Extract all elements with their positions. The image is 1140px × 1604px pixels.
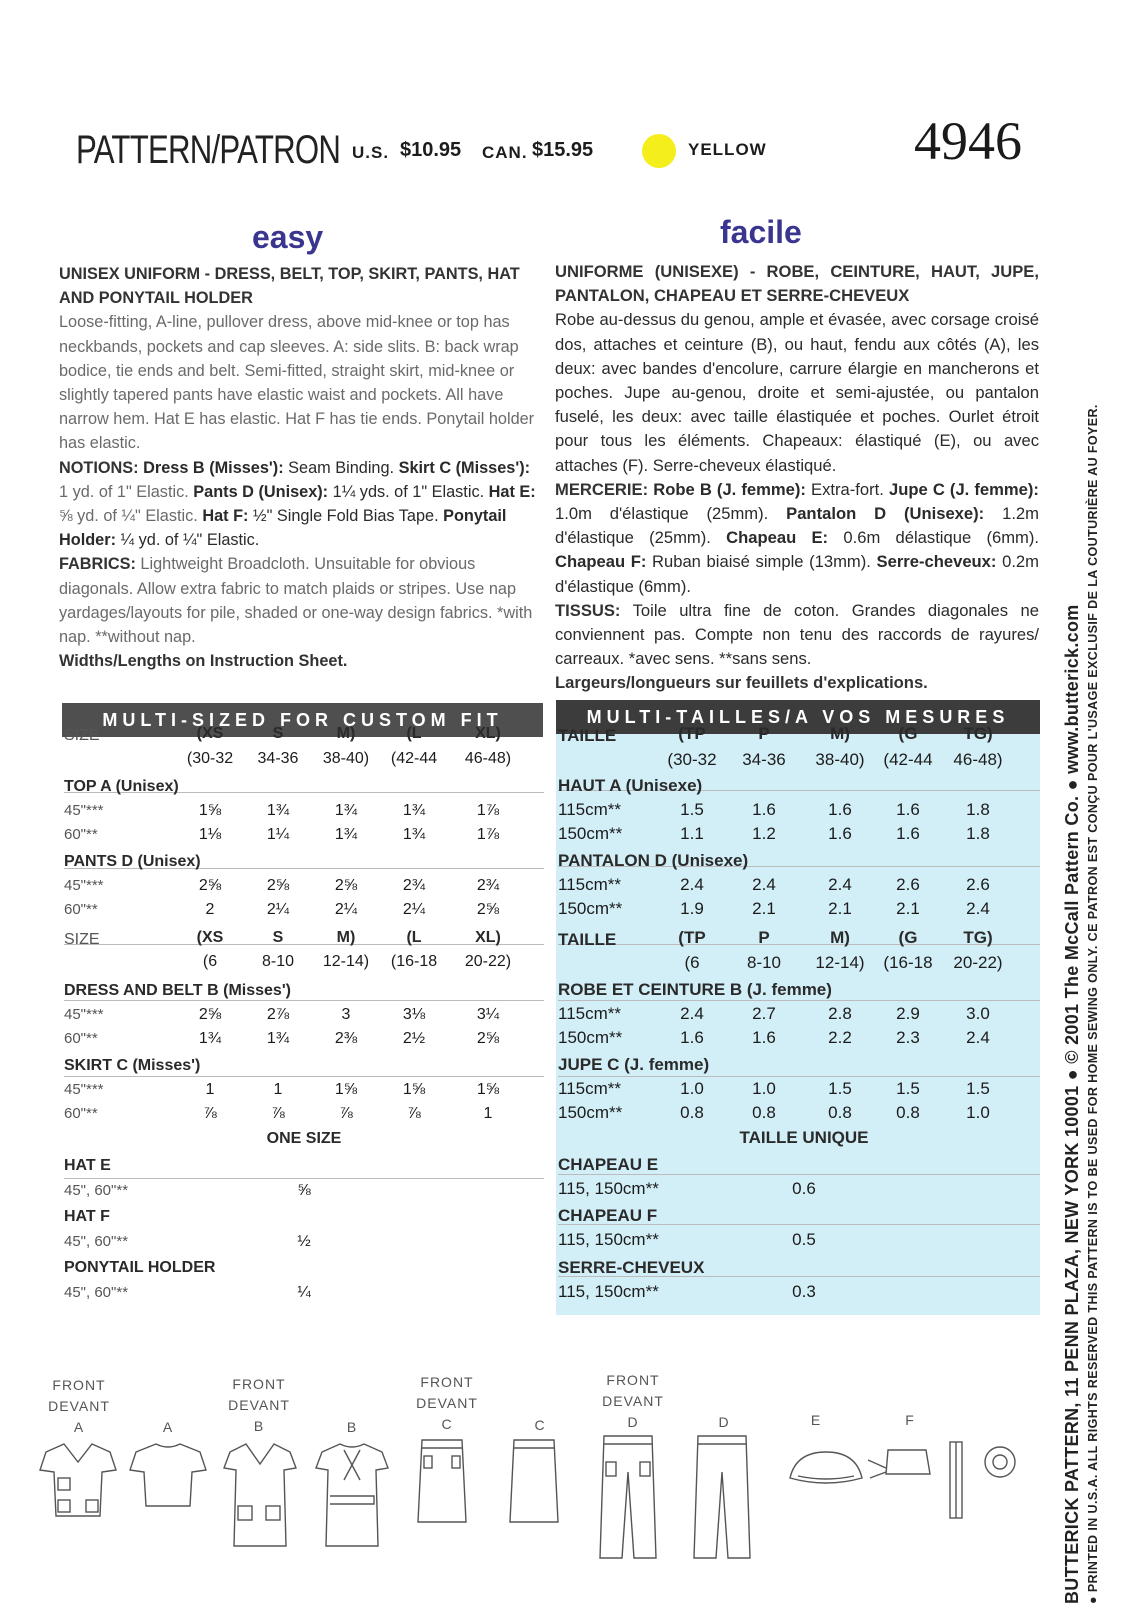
notion-item: Hat F:: [202, 507, 249, 526]
meterage-value: 2.3: [896, 1028, 920, 1047]
yardage-value: 2½: [402, 1030, 426, 1047]
pants-d-front-icon: [596, 1432, 660, 1562]
fabric-width: 45"***: [64, 1006, 104, 1023]
meterage-value: 1.0: [680, 1079, 704, 1098]
size-range: (6: [684, 953, 700, 972]
banner-fr: MULTI-TAILLES/A VOS MESURES: [556, 700, 1040, 734]
size-range: 38-40): [322, 750, 370, 767]
meterage-value: 1.5: [680, 800, 704, 819]
yardage-value: 2⅝: [476, 901, 500, 918]
figure-label: [704, 1412, 744, 1433]
notion-text: 1.2m d'élastique (25mm).: [555, 504, 1039, 548]
meterage-value: 0.8: [680, 1103, 704, 1122]
top-a-back-icon: [128, 1440, 208, 1510]
garment-name: CHAPEAU E: [558, 1155, 659, 1174]
meterage-value: 1.5: [966, 1079, 990, 1098]
meterage-value: 2.4: [752, 875, 776, 894]
garment-name: PANTALON D (Unisexe): [558, 851, 749, 870]
size-range: 12-14): [322, 953, 370, 970]
meterage-value: 2.6: [966, 875, 990, 894]
meterage-value: 2.1: [752, 899, 776, 918]
fabric-width: 60"**: [64, 826, 98, 843]
garment-name: HAUT A (Unisexe): [558, 776, 703, 795]
fabric-width: 115cm**: [558, 1079, 621, 1098]
figure-letter: D: [718, 1414, 730, 1430]
meterage-value: 2.4: [966, 1028, 990, 1047]
figure-letter: A: [73, 1419, 85, 1435]
french-table-background: [556, 734, 1040, 1315]
yardage-value: 1¾: [266, 1030, 290, 1047]
banner-en: MULTI-SIZED FOR CUSTOM FIT: [62, 703, 543, 737]
figure-letter: E: [810, 1412, 822, 1428]
meterage-value: 1.5: [828, 1079, 852, 1098]
figure-label: [796, 1410, 836, 1431]
meterage-value: 2.4: [680, 875, 704, 894]
fabric-width: 45", 60"**: [64, 1284, 129, 1301]
garment-name: HAT F: [64, 1208, 110, 1225]
yardage-value: 1: [483, 1105, 493, 1122]
meterage-value: 2.7: [752, 1004, 776, 1023]
fabric-width: 115cm**: [558, 875, 621, 894]
size-range: (30-32: [667, 750, 717, 769]
meterage-value: 1.6: [896, 800, 920, 819]
fabric-width: 115, 150cm**: [558, 1282, 659, 1301]
yardage-value: 2⅝: [334, 877, 358, 894]
hat-e-icon: [786, 1448, 866, 1488]
yardage-value: 3¼: [476, 1006, 500, 1023]
meterage-value: 2.1: [896, 899, 920, 918]
size-range: 38-40): [815, 750, 865, 769]
meterage-value: 1.6: [752, 800, 776, 819]
yardage-value: 1⅝: [198, 802, 222, 819]
yardage-value: ¼: [297, 1284, 311, 1301]
size-range: 12-14): [815, 953, 865, 972]
yardage-value: ⅞: [407, 1105, 421, 1122]
size-label: S: [272, 929, 284, 946]
belt-icon: [948, 1440, 964, 1520]
yardage-value: 1¾: [334, 802, 358, 819]
garment-name: PONYTAIL HOLDER: [64, 1259, 216, 1276]
meterage-value: 0.5: [792, 1230, 816, 1249]
yardage-value: 1⅞: [476, 802, 500, 819]
yardage-value: 3: [341, 1006, 351, 1023]
meterage-value: 2.4: [680, 1004, 704, 1023]
yardage-value: 1¼: [266, 826, 290, 843]
figure-letter: F: [905, 1412, 915, 1428]
us-price: $10.95: [400, 139, 462, 161]
yardage-value: 1¾: [402, 826, 426, 843]
hat-f-icon: [866, 1444, 936, 1484]
devant-label: DEVANT: [602, 1393, 664, 1409]
figure-letter: C: [441, 1416, 453, 1432]
dress-b-front-icon: [222, 1440, 298, 1550]
meterage-value: 2.4: [828, 875, 852, 894]
pattern-number: 4946: [914, 111, 1022, 171]
notion-item: Pants D (Unisex):: [193, 482, 329, 501]
fabric-width: 45"***: [64, 1081, 104, 1098]
yardage-value: 2⅝: [476, 1030, 500, 1047]
meterage-value: 2.8: [828, 1004, 852, 1023]
fabrics-en: [59, 552, 539, 649]
meterage-value: 1.0: [966, 1103, 990, 1122]
yardage-value: 2⅝: [198, 1006, 222, 1023]
size-label: P: [758, 928, 770, 947]
fabric-width: 60"**: [64, 1105, 98, 1122]
figure-label: [332, 1417, 372, 1438]
notion-text: 1¼ yds. of 1" Elastic.: [332, 482, 485, 501]
skirt-c-front-icon: [412, 1436, 472, 1526]
yardage-value: 2⅝: [198, 877, 222, 894]
garment-name: SERRE-CHEVEUX: [558, 1258, 705, 1277]
pants-d-back-icon: [690, 1432, 754, 1562]
figure-letter: A: [162, 1419, 174, 1435]
figure-label: [222, 1374, 296, 1437]
size-label: P: [758, 724, 770, 743]
notion-text: 1.0m d'élastique (25mm).: [555, 504, 769, 524]
meterage-value: 1.2: [752, 824, 776, 843]
dress-b-back-icon: [314, 1440, 390, 1550]
fabric-width: 45", 60"**: [64, 1182, 129, 1199]
notion-text: 0.2m d'élastique (6mm).: [555, 552, 1039, 596]
notion-item: Hat E:: [488, 482, 536, 501]
yardage-value: 2⅜: [334, 1030, 358, 1047]
garment-name: SKIRT C (Misses'): [64, 1057, 201, 1074]
top-a-front-icon: [38, 1440, 118, 1520]
title-en: UNISEX UNIFORM - DRESS, BELT, TOP, SKIRT, PANTS, HAT AND PONYTAIL HOLDER: [59, 265, 520, 308]
size-range: 20-22): [953, 953, 1003, 972]
copyright-line: ● PRINTED IN U.S.A. ALL RIGHTS RESERVED THIS PATTERN IS TO BE USED FOR HOME SEWING ONLY. CE PATRON EST CONÇU POUR L'USAGE EXCLUSIF DE LA COUTURIÈRE AU FOYER.: [1086, 404, 1100, 1604]
fabrics-label: FABRICS:: [59, 555, 136, 574]
yardage-value: 2¼: [334, 901, 358, 918]
yardage-value: 1⅝: [402, 1081, 426, 1098]
yardage-value: ⅞: [271, 1105, 285, 1122]
meterage-value: 2.2: [828, 1028, 852, 1047]
notion-item: Robe B (J. femme):: [653, 479, 806, 499]
size-label: M): [336, 929, 356, 946]
meterage-value: 2.1: [828, 899, 852, 918]
widths-en: Widths/Lengths on Instruction Sheet.: [59, 652, 348, 671]
yardage-value: 1¾: [266, 802, 290, 819]
yardage-value: 3⅛: [402, 1006, 426, 1023]
devant-label: DEVANT: [48, 1398, 110, 1414]
fabric-width: 45"***: [64, 877, 104, 894]
size-range: (16-18: [390, 953, 438, 970]
meterage-value: 0.3: [792, 1282, 816, 1301]
meterage-value: 1.5: [896, 1079, 920, 1098]
one-size-heading: ONE SIZE: [266, 1130, 342, 1147]
meterage-value: 0.8: [752, 1103, 776, 1122]
garment-name: ROBE ET CEINTURE B (J. femme): [558, 980, 832, 999]
fabric-width: 150cm**: [558, 1028, 623, 1047]
figure-label: [596, 1370, 670, 1433]
yardage-value: 1¾: [334, 826, 358, 843]
notion-text: Ruban biaisé simple (13mm).: [652, 552, 871, 572]
meterage-value: 3.0: [966, 1004, 990, 1023]
yardage-value: ½: [297, 1233, 311, 1250]
yardage-value: 2¾: [476, 877, 500, 894]
meterage-value: 1.6: [680, 1028, 704, 1047]
fabric-width: 115cm**: [558, 1004, 621, 1023]
pattern-label: PATTERN/PATRON: [76, 128, 341, 172]
size-range: 8-10: [261, 953, 295, 970]
notion-text: ⅝ yd. of ¼" Elastic.: [59, 507, 198, 526]
figure-label: [520, 1415, 560, 1436]
meterage-value: 1.6: [752, 1028, 776, 1047]
garment-name: DRESS AND BELT B (Misses'): [64, 982, 291, 999]
notion-item: Skirt C (Misses'):: [398, 458, 531, 477]
size-label: TG): [963, 724, 993, 743]
yardage-value: 1: [273, 1081, 283, 1098]
size-heading: TAILLE: [558, 930, 617, 949]
size-label: TG): [963, 928, 993, 947]
publisher-line: BUTTERICK PATTERN, 11 PENN PLAZA, NEW YORK 10001 ● © 2001 The McCall Pattern Co. ● www.butterick.com: [1062, 604, 1082, 1604]
figure-letter: C: [534, 1417, 546, 1433]
notion-text: ¼ yd. of ¼" Elastic.: [120, 531, 260, 550]
yardage-value: 1: [205, 1081, 215, 1098]
size-range: 20-22): [464, 953, 512, 970]
notions-label: MERCERIE:: [555, 479, 649, 499]
figure-letter: B: [346, 1419, 358, 1435]
size-label: M): [830, 724, 850, 743]
widths-fr: Largeurs/longueurs sur feuillets d'explications.: [555, 673, 928, 693]
yardage-value: 1⅝: [476, 1081, 500, 1098]
one-size-heading: TAILLE UNIQUE: [739, 1128, 869, 1147]
ponytail-holder-icon: [982, 1444, 1018, 1480]
figure-letter: B: [253, 1418, 265, 1434]
notion-text: Seam Binding.: [288, 458, 395, 477]
front-label: FRONT: [52, 1377, 106, 1393]
notion-item: Ponytail Holder:: [59, 507, 507, 550]
yardage-value: 2¾: [402, 877, 426, 894]
fabric-width: 150cm**: [558, 899, 623, 918]
garment-name: CHAPEAU F: [558, 1206, 658, 1225]
front-label: FRONT: [232, 1376, 286, 1392]
yardage-value: 1⅛: [198, 826, 222, 843]
devant-label: DEVANT: [228, 1397, 290, 1413]
size-range: 34-36: [257, 750, 299, 767]
notions-fr: [555, 478, 1039, 599]
us-price-label: U.S.: [352, 143, 390, 162]
meterage-value: 2.6: [896, 875, 920, 894]
size-label: (L: [406, 725, 422, 742]
front-label: FRONT: [420, 1374, 474, 1390]
size-label: XL): [475, 725, 501, 742]
yardage-value: 2⅞: [266, 1006, 290, 1023]
meterage-value: 1.1: [680, 824, 704, 843]
can-price: $15.95: [532, 139, 594, 161]
garment-name: HAT E: [64, 1157, 111, 1174]
description-en: Loose-fitting, A-line, pullover dress, above mid-knee or top has neckbands, pockets and cap sleeves. A: side slits. B: back wrap bodice, tie ends and belt. Semi-fitted, straight skirt, mid-knee or slightly tapered pants have elastic waist and pockets. All have narrow hem. Hat E has elastic. Hat F has tie ends. Ponytail holder has elastic.: [59, 313, 535, 453]
meterage-value: 1.9: [680, 899, 704, 918]
notions-label: NOTIONS:: [59, 458, 139, 477]
yardage-value: 2: [205, 901, 215, 918]
notion-text: 1 yd. of 1" Elastic.: [59, 482, 189, 501]
size-range: 46-48): [953, 750, 1003, 769]
size-label: S: [272, 725, 284, 742]
size-label: (XS: [196, 725, 224, 742]
meterage-value: 1.6: [896, 824, 920, 843]
yardage-value: 2¼: [402, 901, 426, 918]
size-range: (6: [202, 953, 218, 970]
meterage-value: 1.0: [752, 1079, 776, 1098]
notion-item: Dress B (Misses'):: [143, 458, 284, 477]
difficulty-fr: facile: [720, 214, 802, 250]
notion-item: Jupe C (J. femme):: [889, 479, 1039, 499]
meterage-value: 1.8: [966, 824, 990, 843]
size-label: (XS: [196, 929, 224, 946]
meterage-value: 2.9: [896, 1004, 920, 1023]
title-fr: UNIFORME (UNISEXE) - ROBE, CEINTURE, HAUT, JUPE, PANTALON, CHAPEAU ET SERRE-CHEVEUX: [555, 262, 1039, 306]
meterage-value: 0.8: [828, 1103, 852, 1122]
size-label: (TP: [678, 724, 706, 743]
notion-text: Extra-fort.: [811, 479, 884, 499]
yardage-value: ⅞: [339, 1105, 353, 1122]
can-price-label: CAN.: [482, 143, 528, 162]
meterage-value: 0.8: [896, 1103, 920, 1122]
french-description: [555, 260, 1039, 696]
devant-label: DEVANT: [416, 1395, 478, 1411]
yardage-value: 1⅝: [334, 1081, 358, 1098]
figure-label: [44, 1375, 114, 1438]
fabric-width: 60"**: [64, 1030, 98, 1047]
skirt-c-back-icon: [504, 1436, 564, 1526]
size-range: 8-10: [746, 953, 782, 972]
yardage-value: 2¼: [266, 901, 290, 918]
notion-item: Chapeau F:: [555, 552, 647, 572]
yardage-value: 1¾: [198, 1030, 222, 1047]
fabric-width: 60"**: [64, 901, 98, 918]
fabric-width: 150cm**: [558, 1103, 623, 1122]
figure-label: [148, 1417, 188, 1438]
figure-label: [410, 1372, 484, 1435]
meterage-value: 1.6: [828, 824, 852, 843]
garment-name: TOP A (Unisex): [64, 778, 179, 795]
description-fr: Robe au-dessus du genou, ample et évasée, avec corsage croisé dos, attaches et ceinture (B), ou haut, fendu aux côtés (A), les deux: avec bandes d'encolure, carrure élargie en mancherons et poches. Jupe au-genou, droite et semi-ajustée, ou pantalon fuselé, les deux: avec taille élastiquée et poches. Ourlet étroit pour tous les éléments. Chapeaux: élastiqué (E), ou avec attaches (F). Serre-cheveux élastiqué.: [555, 310, 1039, 475]
notion-item: Chapeau E:: [726, 528, 829, 548]
size-range: (30-32: [186, 750, 234, 767]
size-heading: SIZE: [64, 727, 100, 744]
garment-name: PANTS D (Unisex): [64, 853, 201, 870]
figure-letter: D: [627, 1414, 639, 1430]
size-range: (16-18: [883, 953, 933, 972]
notion-item: Pantalon D (Unisexe):: [786, 504, 985, 524]
size-label: M): [830, 928, 850, 947]
size-label: (G: [898, 724, 918, 743]
fabrics-label: TISSUS:: [555, 600, 621, 620]
fabric-width: 45"***: [64, 802, 104, 819]
notion-text: 0.6m délastique (6mm).: [843, 528, 1039, 548]
fabrics-text: Lightweight Broadcloth. Unsuitable for obvious diagonals. Allow extra fabric to match plaids or stripes. Use nap yardages/layouts for pile, shaded or one-way design fabrics. *with nap. **without nap.: [59, 555, 533, 647]
color-name: YELLOW: [688, 140, 767, 159]
size-heading: TAILLE: [558, 726, 617, 745]
size-range: (42-44: [883, 750, 933, 769]
size-label: XL): [475, 929, 501, 946]
size-label: (TP: [678, 928, 706, 947]
difficulty-en: easy: [252, 219, 324, 255]
fabric-width: 115, 150cm**: [558, 1179, 659, 1198]
color-dot-icon: [642, 134, 676, 168]
size-range: 34-36: [742, 750, 786, 769]
size-label: (L: [406, 929, 422, 946]
front-label: FRONT: [606, 1372, 660, 1388]
yardage-value: 1¾: [402, 802, 426, 819]
garment-name: JUPE C (J. femme): [558, 1055, 710, 1074]
fabric-width: 115, 150cm**: [558, 1230, 659, 1249]
size-heading: SIZE: [64, 931, 100, 948]
fabric-width: 45", 60"**: [64, 1233, 129, 1250]
size-range: 46-48): [464, 750, 512, 767]
notions-en: [59, 456, 539, 553]
meterage-value: 1.8: [966, 800, 990, 819]
notion-item: Serre-cheveux:: [876, 552, 997, 572]
fabric-width: 150cm**: [558, 824, 623, 843]
size-label: M): [336, 725, 356, 742]
yardage-value: 2⅝: [266, 877, 290, 894]
fabrics-text: Toile ultra fine de coton. Grandes diagonales ne conviennent pas. Compte non tenu des raccords de rayures/ carreaux. *avec sens. **sans sens.: [555, 600, 1039, 669]
yardage-value: ⅞: [203, 1105, 217, 1122]
size-label: (G: [898, 928, 918, 947]
yardage-value: ⅝: [297, 1182, 311, 1199]
figure-label: [890, 1410, 930, 1431]
english-description: [59, 262, 539, 673]
fabric-width: 115cm**: [558, 800, 621, 819]
meterage-value: 2.4: [966, 899, 990, 918]
meterage-value: 0.6: [792, 1179, 816, 1198]
notion-text: ½" Single Fold Bias Tape.: [253, 507, 439, 526]
meterage-value: 1.6: [828, 800, 852, 819]
fabrics-fr: [555, 599, 1039, 672]
yardage-value: 1⅞: [476, 826, 500, 843]
size-range: (42-44: [390, 750, 438, 767]
